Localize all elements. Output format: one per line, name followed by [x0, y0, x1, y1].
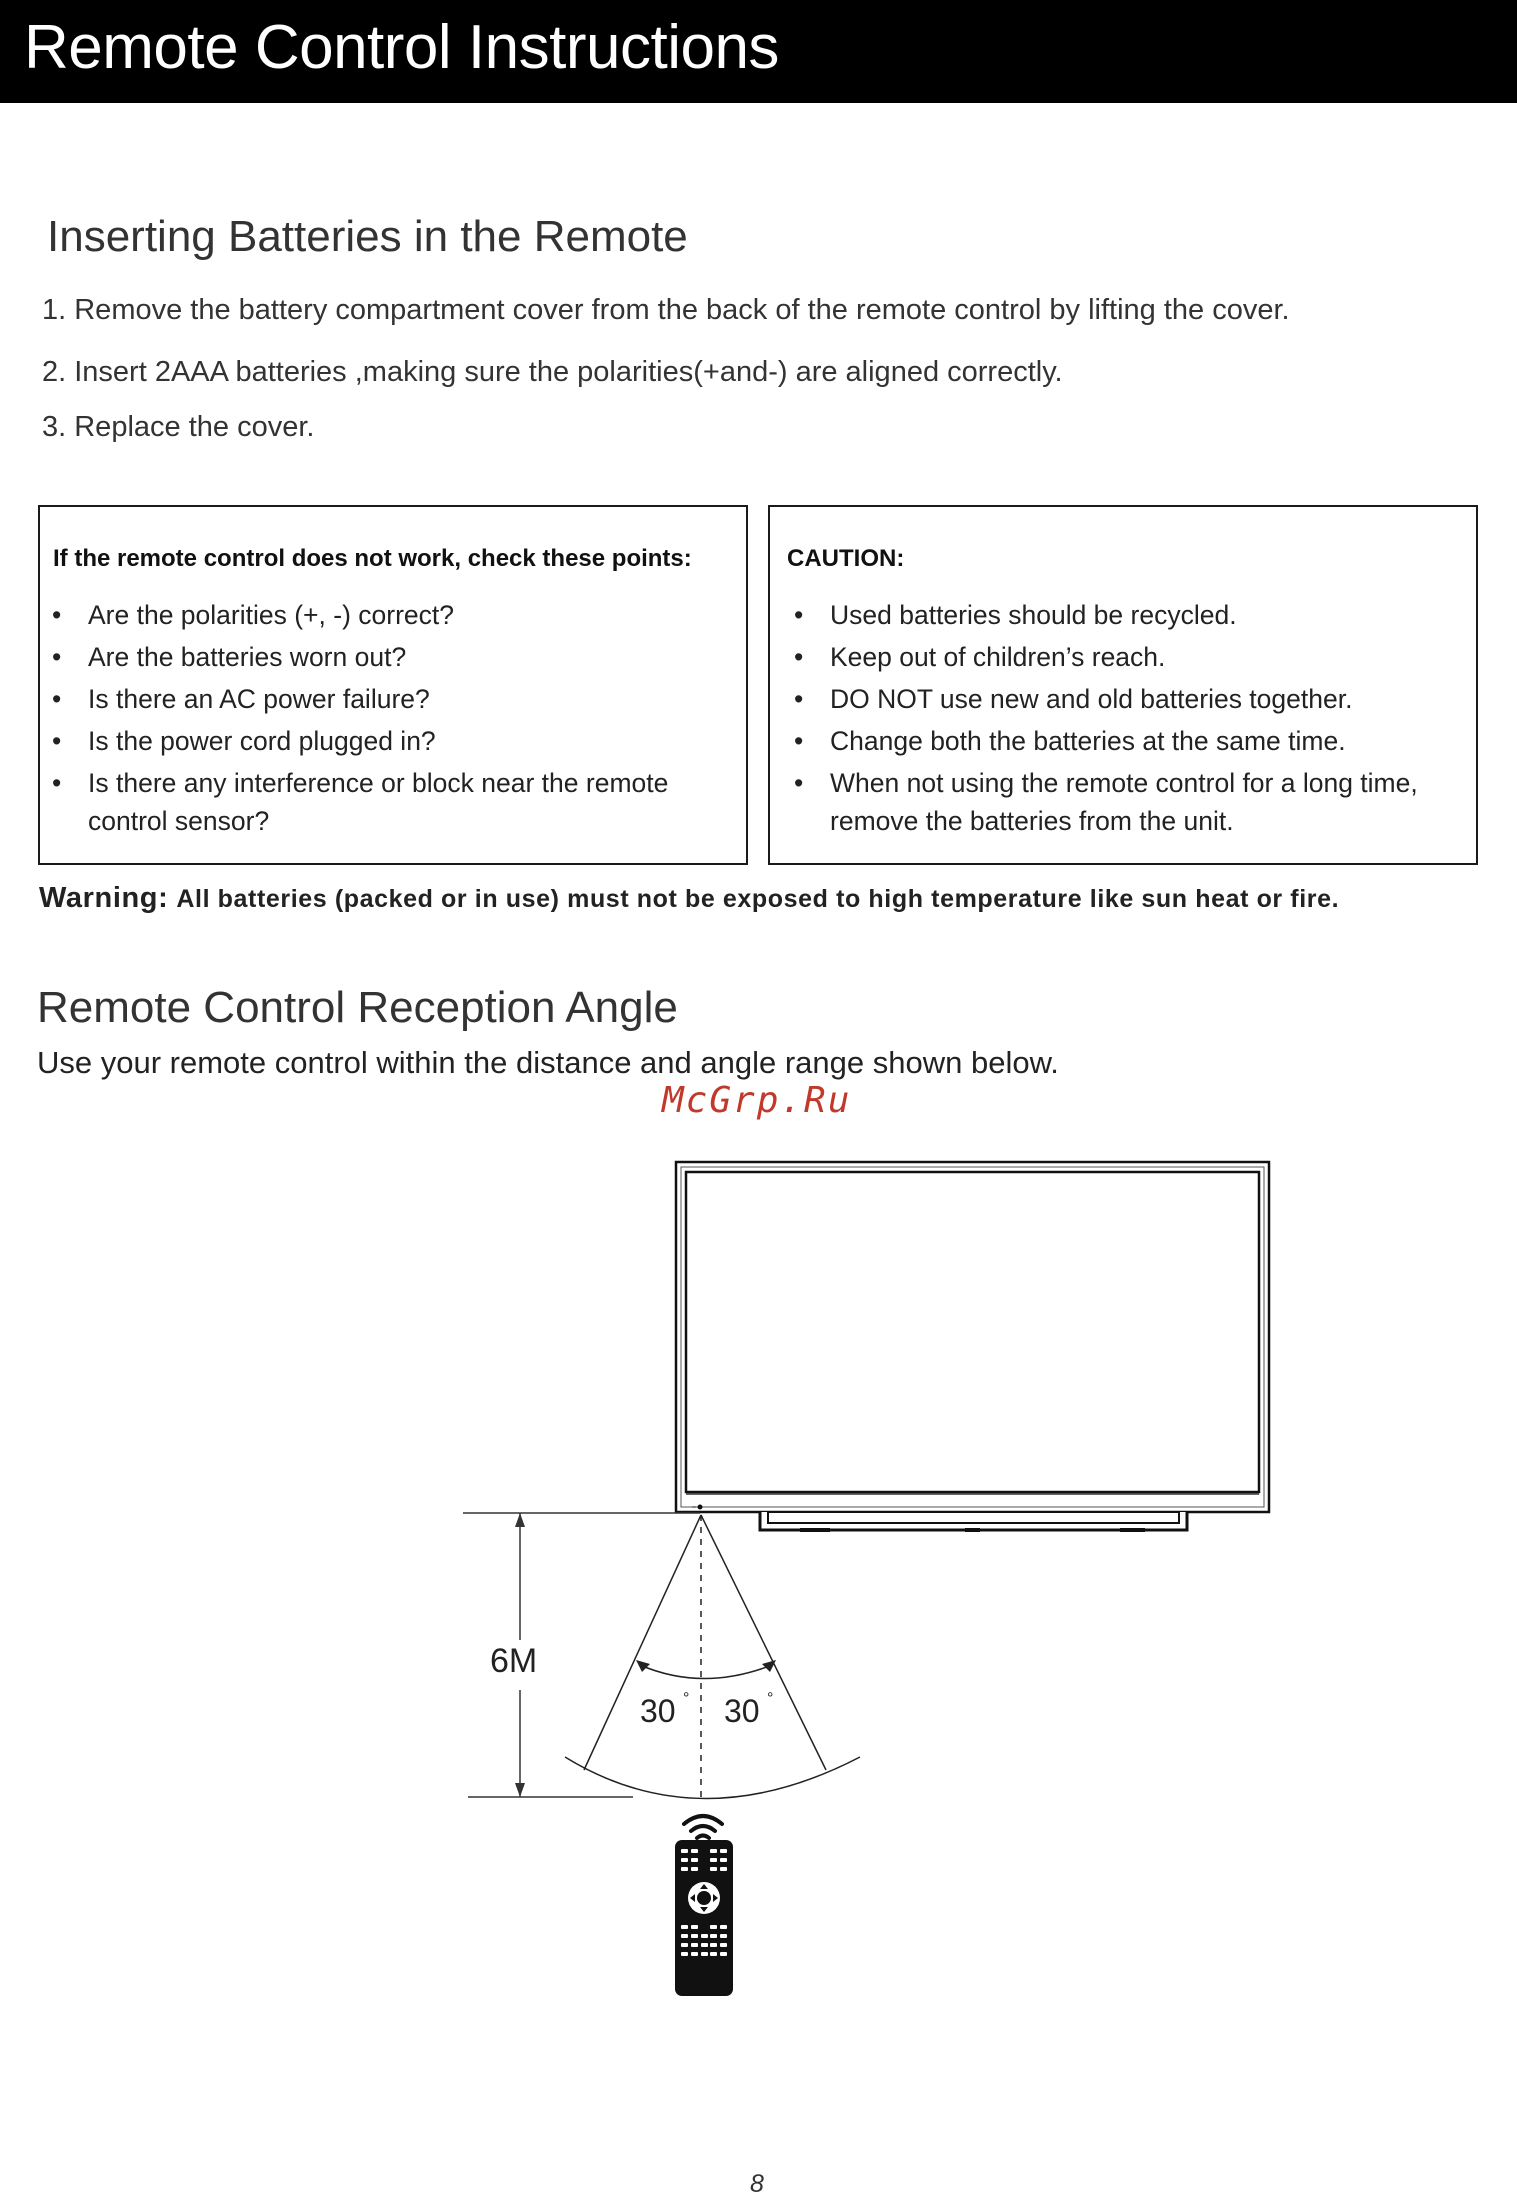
page-number: 8	[750, 2170, 764, 2198]
distance-label: 6M	[490, 1642, 538, 1680]
troubleshoot-item: • Are the batteries worn out?	[40, 638, 720, 677]
reception-angle-diagram	[0, 1150, 1517, 2010]
caution-box	[768, 505, 1478, 865]
battery-step-2: 2. Insert 2AAA batteries ,making sure the polarities(+and-) are aligned correctly.	[42, 356, 1063, 388]
page-title: Remote Control Instructions	[24, 13, 779, 82]
troubleshoot-box	[38, 505, 748, 865]
caution-item: • Used batteries should be recycled.	[782, 596, 1462, 635]
troubleshoot-item: • Is there an AC power failure?	[40, 680, 720, 719]
header-bar	[0, 0, 1517, 103]
reception-section-title: Remote Control Reception Angle	[37, 983, 678, 1032]
warning-body: All batteries (packed or in use) must not be exposed to high temperature like sun heat or fire.	[176, 885, 1340, 913]
watermark: McGrp.Ru	[662, 1080, 852, 1121]
reception-cone	[565, 1515, 860, 1800]
angle-right-label: 30	[724, 1693, 760, 1729]
caution-item: • When not using the remote control for a long time, remove the batteries from the unit.	[782, 764, 1462, 840]
troubleshoot-item: • Is the power cord plugged in?	[40, 722, 720, 761]
degree-icon: °	[683, 1690, 690, 1707]
troubleshoot-list	[40, 596, 720, 843]
warning-label: Warning:	[39, 882, 169, 914]
troubleshoot-heading: If the remote control does not work, check these points:	[53, 545, 692, 572]
degree-icon: °	[767, 1690, 774, 1707]
reception-description: Use your remote control within the distance and angle range shown below.	[37, 1045, 1059, 1080]
battery-step-3: 3. Replace the cover.	[42, 411, 315, 443]
caution-item: • DO NOT use new and old batteries together.	[782, 680, 1462, 719]
remote-control-icon	[675, 1816, 733, 1996]
caution-item: • Change both the batteries at the same time.	[782, 722, 1462, 761]
caution-heading: CAUTION:	[787, 545, 905, 572]
caution-item: • Keep out of children’s reach.	[782, 638, 1462, 677]
batteries-section-title: Inserting Batteries in the Remote	[47, 212, 688, 261]
warning-text	[39, 882, 1339, 915]
troubleshoot-item: • Are the polarities (+, -) correct?	[40, 596, 720, 635]
troubleshoot-item: • Is there any interference or block near the remote control sensor?	[40, 764, 720, 840]
caution-list	[782, 596, 1462, 843]
battery-step-1: 1. Remove the battery compartment cover from the back of the remote control by lifting the cover.	[42, 294, 1290, 326]
tv-illustration	[676, 1162, 1269, 1530]
angle-left-label: 30	[640, 1693, 676, 1729]
